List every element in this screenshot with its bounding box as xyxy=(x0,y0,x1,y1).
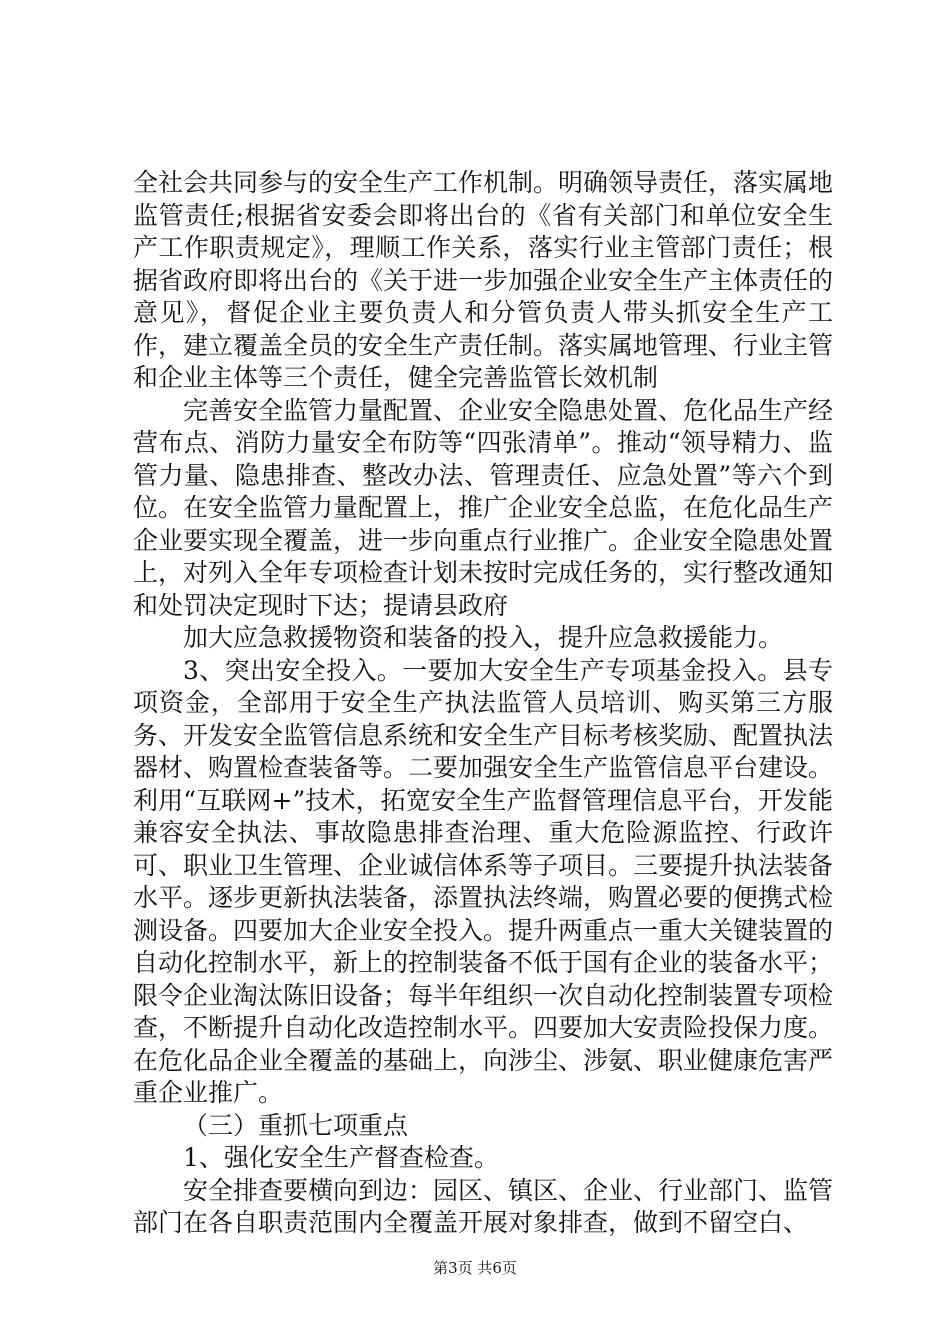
paragraph-1: 全社会共同参与的安全生产工作机制。明确领导责任，落实属地监管责任;根据省安委会即将出台的《省有关部门和单位安全生产工作职责规定》，理顺工作关系，落实行业主管部门责任；根据省政府即将出台的《关于进一步加强企业安全生产主体责任的意见》，督促企业主要负责人和分管负责人带头抓安全生产工作，建立覆盖全员的安全生产责任制。落实属地管理、行业主管和企业主体等三个责任，健全完善监管长效机制 xyxy=(133,168,834,392)
paragraph-4: 3、突出安全投入。一要加大安全生产专项基金投入。县专项资金，全部用于安全生产执法监管人员培训、购买第三方服务、开发安全监管信息系统和安全生产目标考核奖励、配置执法器材、购置检查装备等。二要加强安全生产监管信息平台建设。利用“互联网+”技术，拓宽安全生产监督管理信息平台，开发能兼容安全执法、事故隐患排查治理、重大危险源监控、行政许可、职业卫生管理、企业诚信体系等子项目。三要提升执法装备水平。逐步更新执法装备，添置执法终端，购置必要的便携式检测设备。四要加大企业安全投入。提升两重点一重大关键装置的自动化控制水平，新上的控制装备不低于国有企业的装备水平；限令企业淘汰陈旧设备；每半年组织一次自动化控制装置专项检查，不断提升自动化改造控制水平。四要加大安责险投保力度。在危化品企业全覆盖的基础上，向涉尘、涉氨、职业健康危害严重企业推广。 xyxy=(133,655,834,1107)
section-heading: （三）重抓七项重点 xyxy=(183,1110,409,1140)
paragraph-7: 安全排查要横向到边：园区、镇区、企业、行业部门、监管部门在各自职责范围内全覆盖开展对象排查，做到不留空白、 xyxy=(133,1175,834,1237)
paragraph-2: 完善安全监管力量配置、企业安全隐患处置、危化品生产经营布点、消防力量安全布防等“四张清单”。推动“领导精力、监管力量、隐患排查、整改办法、管理责任、应急处置”等六个到位。在安全监管力量配置上，推广企业安全总监，在危化品生产企业要实现全覆盖，进一步向重点行业推广。企业安全隐患处置上，对列入全年专项检查计划未按时完成任务的，实行整改通知和处罚决定现时下达；提请县政府 xyxy=(133,395,834,620)
page-footer: 第3页 共6页 xyxy=(433,1259,517,1277)
subsection-heading: 1、强化安全生产督查检查。 xyxy=(183,1143,499,1172)
document-body xyxy=(133,167,833,1240)
paragraph-3: 加大应急救援物资和装备的投入，提升应急救援能力。 xyxy=(183,623,784,652)
